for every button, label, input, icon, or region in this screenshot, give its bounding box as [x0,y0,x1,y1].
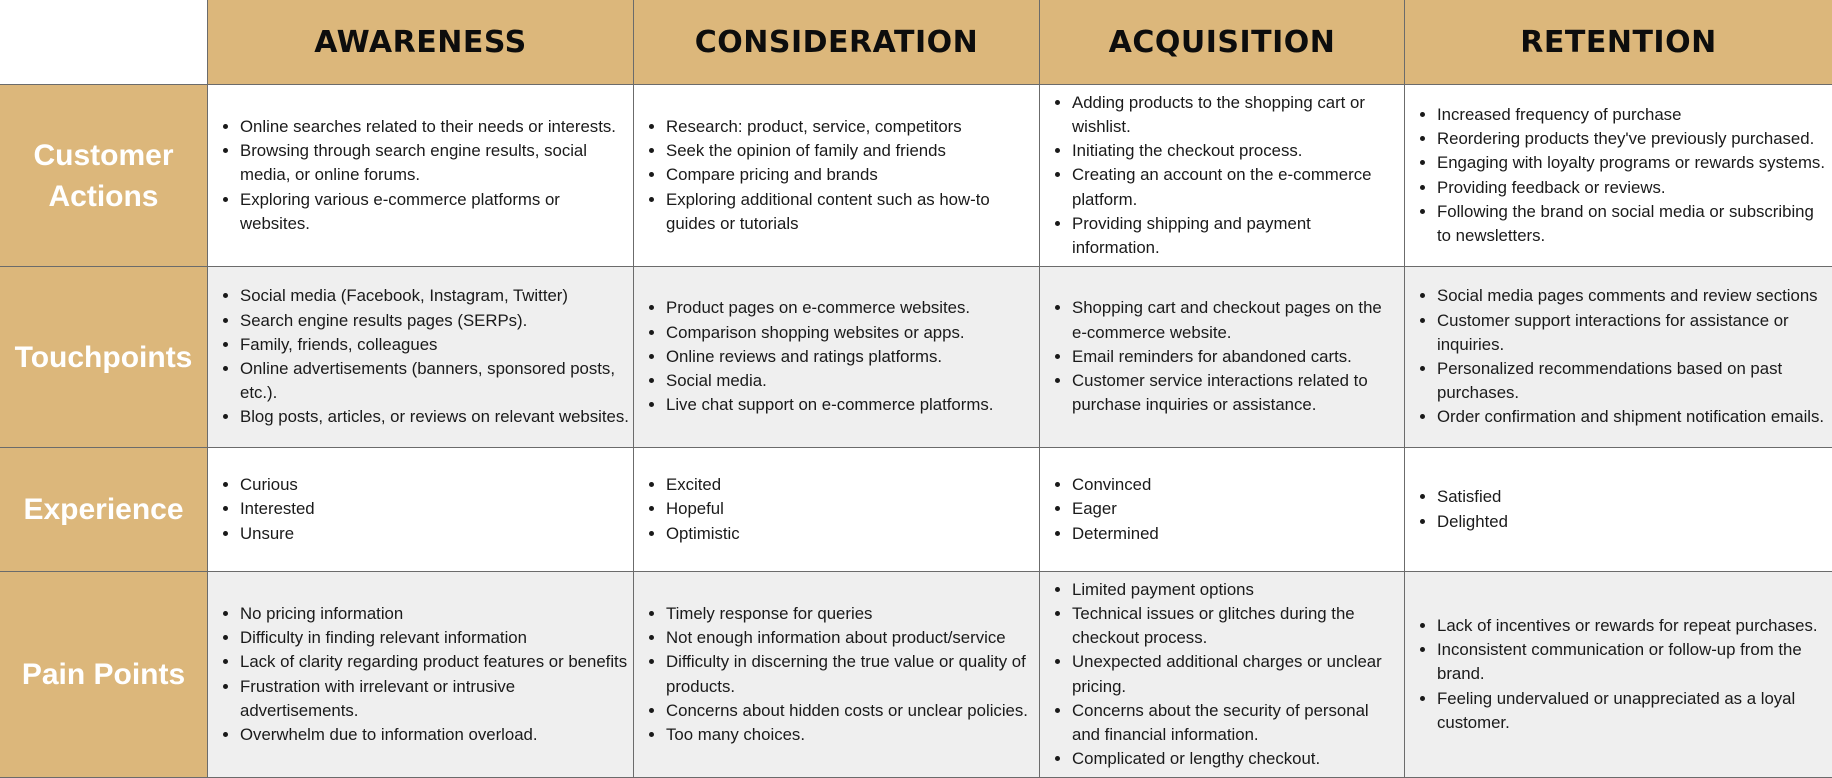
row-title: Customer Actions [33,138,174,213]
list-item: • Convinced [1072,473,1159,497]
row-header-experience [0,448,208,572]
list-item: • Lack of clarity regarding product features or benefits [240,650,629,674]
cell-experience-retention [1405,448,1832,572]
list-item: • Concerns about the security of personal and financial information. [1072,699,1400,747]
list-item: • Initiating the checkout process. [1072,139,1400,163]
list-item: • Frustration with irrelevant or intrusive advertisements. [240,675,629,723]
list-item: • Complicated or lengthy checkout. [1072,747,1400,771]
list-item: • Online advertisements (banners, sponsored posts, etc.). [240,357,629,405]
list-item: • Not enough information about product/service [666,626,1035,650]
list-item: • Eager [1072,497,1159,521]
bullet-list [646,473,740,546]
stage-header-awareness [208,0,634,85]
list-item: • Email reminders for abandoned carts. [1072,345,1400,369]
list-item: • Lack of incentives or rewards for repeat purchases. [1437,614,1828,638]
bullet-list [646,296,993,417]
list-item: • Difficulty in finding relevant information [240,626,629,650]
cell-experience-awareness [208,448,634,572]
stage-header-acquisition [1040,0,1405,85]
list-item: • Social media pages comments and review sections [1437,284,1828,308]
list-item: • Satisfied [1437,485,1508,509]
list-item: • Seek the opinion of family and friends [666,139,1035,163]
cell-touchpoints-acquisition [1040,267,1405,448]
list-item: • Adding products to the shopping cart or wishlist. [1072,91,1400,139]
list-item: • Social media. [666,369,993,393]
cell-experience-acquisition [1040,448,1405,572]
stage-title: RETENTION [1520,24,1717,60]
list-item: • Delighted [1437,510,1508,534]
list-item: • Online searches related to their needs or interests. [240,115,629,139]
table-corner [0,0,208,85]
list-item: • Compare pricing and brands [666,163,1035,187]
list-item: • Reordering products they've previously purchased. [1437,127,1828,151]
list-item: • Hopeful [666,497,740,521]
bullet-list [220,115,629,236]
list-item: • Research: product, service, competitors [666,115,1035,139]
list-item: • Search engine results pages (SERPs). [240,309,629,333]
bullet-list [1417,284,1828,429]
row-title: Experience [23,493,184,526]
list-item: • Determined [1072,522,1159,546]
list-item: • Blog posts, articles, or reviews on relevant websites. [240,405,629,429]
list-item: • Shopping cart and checkout pages on the e-commerce website. [1072,296,1400,344]
list-item: • Limited payment options [1072,578,1400,602]
cell-pain-awareness [208,572,634,778]
cell-actions-consideration [634,85,1040,267]
list-item: • Live chat support on e-commerce platforms. [666,393,993,417]
list-item: • Exploring various e-commerce platforms or websites. [240,188,629,236]
bullet-list [1052,473,1159,546]
bullet-list [1052,91,1400,260]
bullet-list [1052,296,1400,417]
list-item: • Creating an account on the e-commerce platform. [1072,163,1400,211]
stage-title: AWARENESS [314,24,527,60]
cell-pain-consideration [634,572,1040,778]
stage-header-retention [1405,0,1832,85]
list-item: • Increased frequency of purchase [1437,103,1828,127]
list-item: • Customer service interactions related to purchase inquiries or assistance. [1072,369,1400,417]
cell-experience-consideration [634,448,1040,572]
list-item: • Curious [240,473,315,497]
row-title: Touchpoints [14,340,193,374]
list-item: • Excited [666,473,740,497]
bullet-list [646,115,1035,236]
cell-actions-retention [1405,85,1832,267]
bullet-list [1052,578,1400,772]
bullet-list [220,473,315,546]
stage-header-consideration [634,0,1040,85]
bullet-list [1417,614,1828,735]
list-item: • Feeling undervalued or unappreciated as a loyal customer. [1437,687,1828,735]
list-item: • Optimistic [666,522,740,546]
cell-pain-acquisition [1040,572,1405,778]
list-item: • No pricing information [240,602,629,626]
list-item: • Browsing through search engine results, social media, or online forums. [240,139,629,187]
row-header-pain-points [0,572,208,778]
list-item: • Technical issues or glitches during the checkout process. [1072,602,1400,650]
cell-actions-awareness [208,85,634,267]
list-item: • Timely response for queries [666,602,1035,626]
list-item: • Unexpected additional charges or unclear pricing. [1072,650,1400,698]
list-item: • Overwhelm due to information overload. [240,723,629,747]
cell-pain-retention [1405,572,1832,778]
list-item: • Unsure [240,522,315,546]
cell-actions-acquisition [1040,85,1405,267]
list-item: • Customer support interactions for assistance or inquiries. [1437,309,1828,357]
list-item: • Inconsistent communication or follow-up from the brand. [1437,638,1828,686]
stage-title: ACQUISITION [1108,24,1336,60]
list-item: • Product pages on e-commerce websites. [666,296,993,320]
list-item: • Interested [240,497,315,521]
list-item: • Engaging with loyalty programs or rewards systems. [1437,151,1828,175]
list-item: • Providing shipping and payment information. [1072,212,1400,260]
cell-touchpoints-consideration [634,267,1040,448]
list-item: • Family, friends, colleagues [240,333,629,357]
list-item: • Difficulty in discerning the true value or quality of products. [666,650,1035,698]
cell-touchpoints-retention [1405,267,1832,448]
bullet-list [1417,485,1508,533]
list-item: • Too many choices. [666,723,1035,747]
list-item: • Comparison shopping websites or apps. [666,321,993,345]
row-header-customer-actions [0,85,208,267]
list-item: • Following the brand on social media or subscribing to newsletters. [1437,200,1828,248]
cell-touchpoints-awareness [208,267,634,448]
list-item: • Concerns about hidden costs or unclear policies. [666,699,1035,723]
bullet-list [1417,103,1828,248]
list-item: • Personalized recommendations based on past purchases. [1437,357,1828,405]
list-item: • Order confirmation and shipment notification emails. [1437,405,1828,429]
row-title: Pain Points [21,658,186,691]
bullet-list [220,284,629,429]
list-item: • Online reviews and ratings platforms. [666,345,993,369]
list-item: • Social media (Facebook, Instagram, Twitter) [240,284,629,308]
bullet-list [220,602,629,747]
row-header-touchpoints [0,267,208,448]
stage-title: CONSIDERATION [694,24,979,60]
list-item: • Providing feedback or reviews. [1437,176,1828,200]
list-item: • Exploring additional content such as how-to guides or tutorials [666,188,1035,236]
bullet-list [646,602,1035,747]
